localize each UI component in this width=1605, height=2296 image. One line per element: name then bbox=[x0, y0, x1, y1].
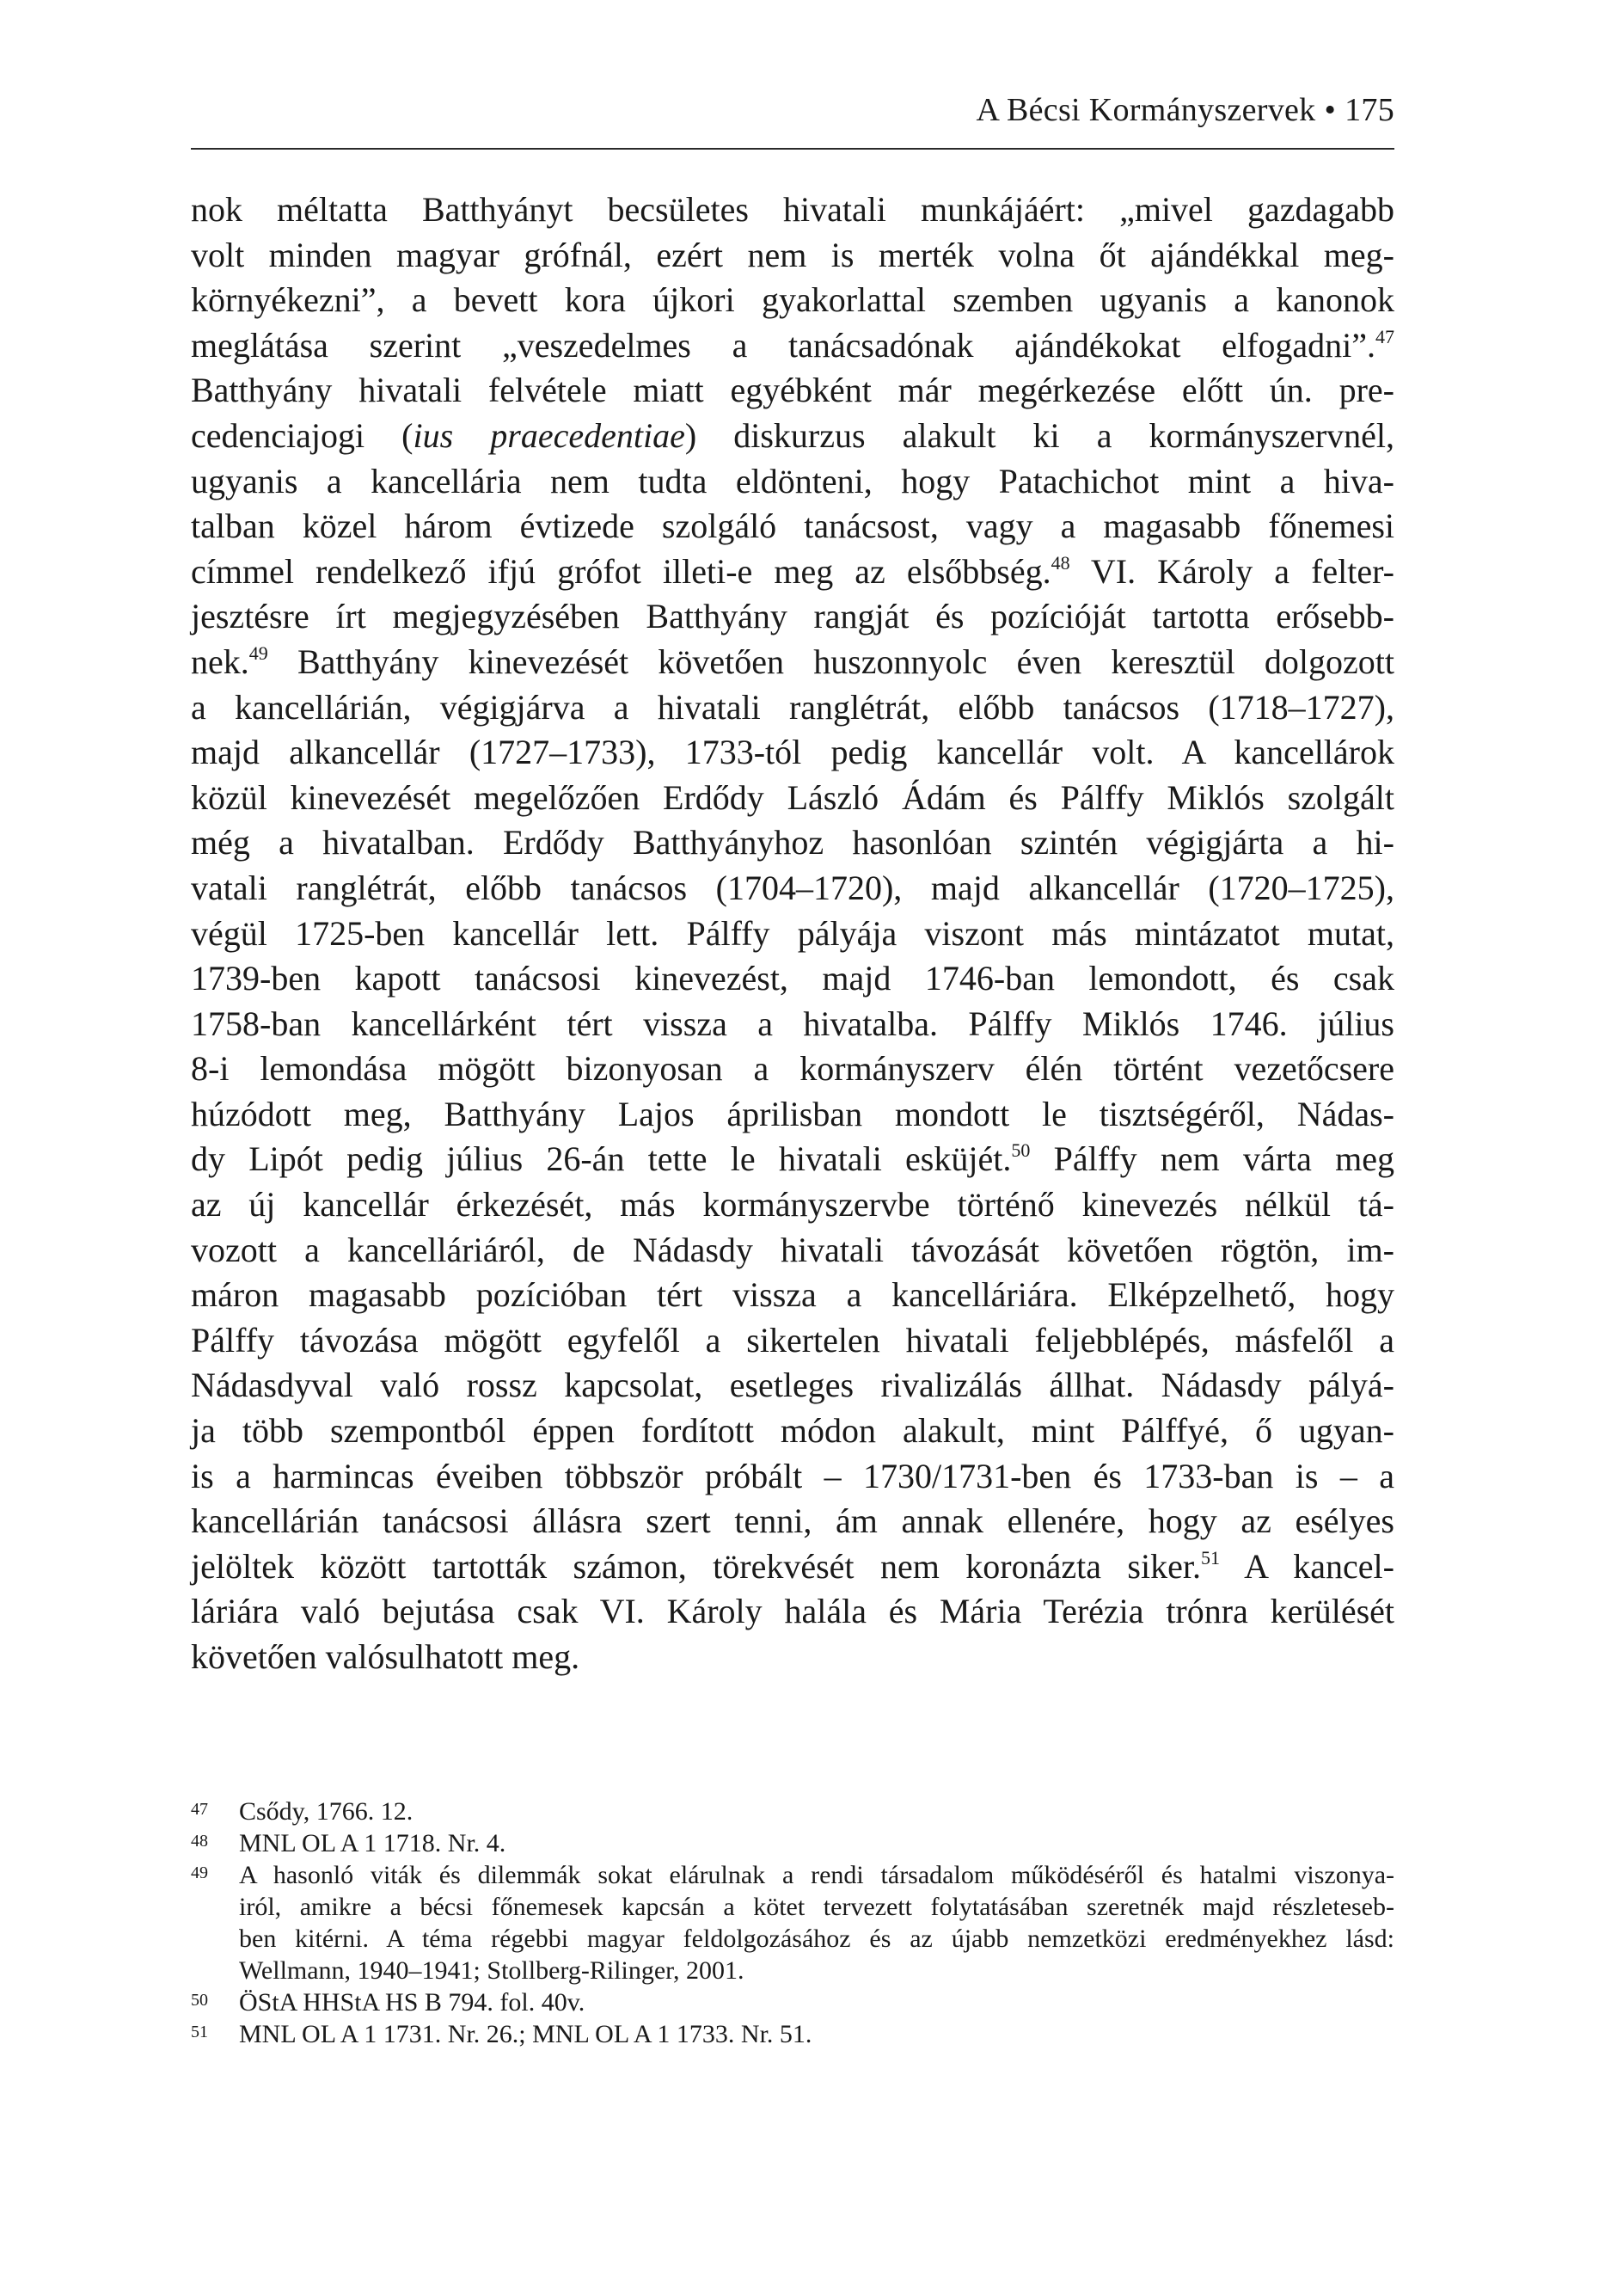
body-line: máron magasabb pozícióban tért vissza a kancelláriára. Elképzelhető, hogy bbox=[191, 1275, 1394, 1315]
footnote-51 bbox=[191, 2018, 1394, 2050]
footnote-text: MNL OL A 1 1718. Nr. 4. bbox=[239, 1829, 506, 1857]
page-header bbox=[191, 86, 1394, 150]
body-line: 1739-ben kapott tanácsosi kinevezést, majd 1746-ban lemondott, és csak bbox=[191, 959, 1394, 998]
body-line: nok méltatta Batthyányt becsületes hivatali munkájáért: „mivel gazdagabb bbox=[191, 190, 1394, 229]
footnote-ref-47[interactable]: 47 bbox=[1375, 325, 1394, 347]
footnote-50 bbox=[191, 1986, 1394, 2018]
body-line: meglátása szerint „veszedelmes a tanácsadónak ajándékokat elfogadni”.$^{47}$ bbox=[191, 325, 1394, 365]
body-line: kancellárián tanácsosi állásra szert tenni, ám annak ellenére, hogy az esélyes bbox=[191, 1501, 1394, 1541]
body-line: még a hivatalban. Erdődy Batthyányhoz hasonlóan szintén végigjárta a hi- bbox=[191, 823, 1394, 863]
running-head bbox=[977, 91, 1394, 129]
footnote-text: ben kitérni. A téma régebbi magyar feldolgozásához és az újabb nemzetközi eredményekhez lásd: bbox=[239, 1925, 1394, 1953]
footnote-text: Wellmann, 1940–1941; Stollberg-Rilinger, 2001. bbox=[239, 1956, 744, 1985]
footnote-49 bbox=[191, 1859, 1394, 1986]
body-line: is a harmincas éveiben többször próbált – 1730/1731-ben és 1733-ban is – a bbox=[191, 1456, 1394, 1495]
footnote-text: Csődy, 1766. 12. bbox=[239, 1797, 414, 1826]
footnote-ref-49[interactable]: 49 bbox=[248, 642, 268, 664]
body-line: cedenciajogi (ius praecedentiae) diskurzus alakult ki a kormányszervnél, bbox=[191, 415, 1395, 455]
body-line: talban közel három évtizede szolgáló tanácsost, vagy a magasabb főnemesi bbox=[191, 506, 1394, 546]
body-line: láriára való bejutása csak VI. Károly halála és Mária Terézia trónra kerülését bbox=[191, 1592, 1394, 1631]
body-line: vatali ranglétrát, előbb tanácsos (1704–1720), majd alkancellár (1720–1725), bbox=[191, 868, 1394, 907]
body-text bbox=[191, 187, 1394, 1680]
body-line: 1758-ban kancellárként tért vissza a hivatalba. Pálffy Miklós 1746. július bbox=[191, 1004, 1394, 1043]
body-line: nek.$^{49}$ Batthyány kinevezését követően huszonnyolc éven keresztül dolgozott bbox=[191, 642, 1394, 681]
body-line: környékezni”, a bevett kora újkori gyakorlattal szemben ugyanis a kanonok bbox=[191, 280, 1394, 320]
footnotes bbox=[191, 1796, 1394, 2050]
footnote-text: ÖStA HHStA HS B 794. fol. 40v. bbox=[239, 1988, 585, 2017]
footnote-47 bbox=[191, 1796, 1394, 1827]
body-line: húzódott meg, Batthyány Lajos áprilisban mondott le tisztségéről, Nádas- bbox=[191, 1094, 1394, 1133]
body-line: Pálffy távozása mögött egyfelől a sikertelen hivatali feljebblépés, másfelől a bbox=[191, 1320, 1394, 1360]
body-line: jelöltek között tartották számon, törekvését nem koronázta siker.$^{51}$ A kancel- bbox=[191, 1546, 1394, 1586]
body-line: közül kinevezését megelőzően Erdődy László Ádám és Pálffy Miklós szolgált bbox=[191, 777, 1394, 817]
footnote-48 bbox=[191, 1827, 1394, 1859]
body-line: követően valósulhatott meg. bbox=[191, 1637, 580, 1676]
body-line: a kancellárián, végigjárva a hivatali ranglétrát, előbb tanácsos (1718–1727), bbox=[191, 687, 1394, 727]
body-line: majd alkancellár (1727–1733), 1733-tól pedig kancellár volt. A kancellárok bbox=[191, 733, 1394, 772]
footnote-number: 50 bbox=[191, 1991, 208, 2010]
body-line: jesztésre írt megjegyzésében Batthyány rangját és pozícióját tartotta erősebb- bbox=[191, 597, 1394, 636]
footnote-number: 47 bbox=[191, 1800, 208, 1819]
body-line: ja több szempontból éppen fordított módon alakult, mint Pálffyé, ő ugyan- bbox=[191, 1411, 1394, 1451]
footnote-text: iról, amikre a bécsi főnemesek kapcsán a kötet tervezett folytatásában szeretnék majd részleteseb- bbox=[239, 1893, 1394, 1921]
footnote-number: 49 bbox=[191, 1863, 208, 1882]
footnote-text: A hasonló viták és dilemmák sokat elárulnak a rendi társadalom működéséről és hatalmi viszonya- bbox=[239, 1861, 1394, 1889]
footnote-ref-51[interactable]: 51 bbox=[1200, 1546, 1220, 1569]
body-line: ugyanis a kancellária nem tudta eldönteni, hogy Patachichot mint a hiva- bbox=[191, 461, 1394, 500]
body-line: volt minden magyar grófnál, ezért nem is merték volna őt ajándékkal meg- bbox=[191, 235, 1394, 274]
body-line: dy Lipót pedig július 26-án tette le hivatali esküjét.$^{50}$ Pálffy nem várta meg bbox=[191, 1139, 1394, 1179]
body-line: Batthyány hivatali felvétele miatt egyébként már megérkezése előtt ún. pre- bbox=[191, 371, 1394, 410]
footnote-text: MNL OL A 1 1731. Nr. 26.; MNL OL A 1 1733. Nr. 51. bbox=[239, 2020, 812, 2048]
header-separator: • bbox=[1324, 92, 1337, 128]
page-number: 175 bbox=[1345, 92, 1394, 128]
body-line: vozott a kancelláriáról, de Nádasdy hivatali távozását követően rögtön, im- bbox=[191, 1230, 1394, 1269]
footnote-number: 51 bbox=[191, 2023, 208, 2041]
body-line: Nádasdyval való rossz kapcsolat, esetleges rivalizálás állhat. Nádasdy pályá- bbox=[191, 1366, 1394, 1405]
running-title: A Bécsi Kormányszervek bbox=[976, 92, 1316, 128]
body-line: végül 1725-ben kancellár lett. Pálffy pályája viszont más mintázatot mutat, bbox=[191, 913, 1394, 953]
footnote-ref-48[interactable]: 48 bbox=[1051, 551, 1070, 574]
body-line: az új kancellár érkezését, más kormányszervbe történő kinevezés nélkül tá- bbox=[191, 1185, 1394, 1225]
body-line: 8-i lemondása mögött bizonyosan a kormányszerv élén történt vezetőcsere bbox=[191, 1049, 1394, 1089]
body-line: címmel rendelkező ifjú grófot illeti-e meg az elsőbbség.$^{48}$ VI. Károly a felter- bbox=[191, 551, 1394, 591]
footnote-number: 48 bbox=[191, 1832, 208, 1851]
latin-term: ius praecedentiae bbox=[413, 415, 685, 455]
footnote-ref-50[interactable]: 50 bbox=[1011, 1139, 1031, 1162]
